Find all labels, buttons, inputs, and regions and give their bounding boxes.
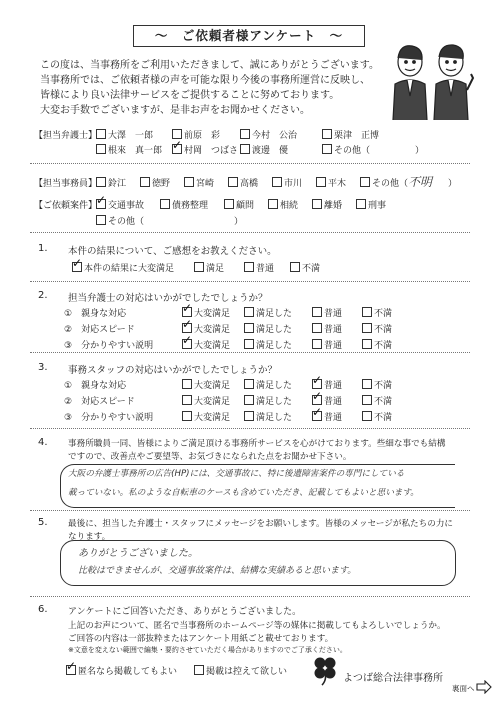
rating-option[interactable] — [182, 378, 230, 391]
q3-number: 3. — [38, 362, 48, 373]
staff-option[interactable]: 宮崎 — [184, 176, 214, 189]
rating-option-label: 大変満足 — [194, 325, 231, 335]
checkbox[interactable] — [182, 395, 192, 405]
checkbox[interactable] — [362, 323, 372, 333]
checkbox[interactable] — [244, 379, 254, 389]
staff-option[interactable]: 徳野 — [140, 176, 170, 189]
checkbox[interactable] — [316, 177, 326, 187]
checkbox[interactable] — [244, 411, 254, 421]
rating-option-label: 普通 — [324, 325, 343, 335]
rating-option[interactable] — [244, 394, 292, 407]
checkbox-checked[interactable] — [96, 199, 106, 209]
rating-option-label: 大変満足 — [194, 381, 231, 391]
q2-text: 担当弁護士の対応はいかがでしたでしょうか？ — [68, 293, 268, 304]
staff-option[interactable]: 平木 — [316, 176, 346, 189]
staff-option-other[interactable]: その他（ — [360, 176, 408, 189]
checkbox[interactable] — [322, 129, 332, 139]
checkbox[interactable] — [182, 411, 192, 421]
checkbox[interactable] — [224, 199, 234, 209]
case-option[interactable]: 離婚 — [312, 198, 342, 211]
checkbox[interactable] — [244, 262, 254, 272]
q6-text: アンケートにご回答いただき、ありがとうございました。 — [68, 607, 302, 617]
rating-option-label: 不満 — [374, 397, 393, 407]
checkbox-checked[interactable] — [312, 395, 322, 405]
checkbox-checked[interactable] — [312, 411, 322, 421]
checkbox-checked[interactable] — [182, 339, 192, 349]
rating-row-label: ③ 分かりやすい説明 — [64, 341, 154, 351]
q5-text-line1: 最後に、担当した弁護士・スタッフにメッセージをお願いします。皆様のメッセージが私たちの力に — [68, 519, 454, 529]
q6-text-line3: ご回答の内容は一部抜粋またはアンケート用紙ごと載せております。 — [68, 634, 334, 644]
checkbox[interactable] — [268, 199, 278, 209]
checkbox[interactable] — [362, 307, 372, 317]
rating-option-label: 大変満足 — [194, 309, 231, 319]
checkbox[interactable] — [228, 177, 238, 187]
q5-answer-line2: 比較はできませんが、交通事故案件は、結構な実績あると思います。 — [78, 566, 357, 576]
q6-number: 6. — [38, 604, 48, 615]
rating-option[interactable] — [312, 338, 342, 351]
checkbox[interactable] — [322, 144, 332, 154]
checkbox[interactable] — [244, 307, 254, 317]
checkbox-checked[interactable] — [172, 144, 182, 154]
checkbox[interactable] — [362, 339, 372, 349]
q4-number: 4. — [38, 437, 48, 448]
checkbox[interactable] — [96, 129, 106, 139]
checkbox[interactable] — [312, 323, 322, 333]
firm-name: よつば総合法律事務所 — [343, 673, 443, 684]
rating-row-label: ② 対応スピード — [64, 397, 135, 407]
divider — [30, 163, 470, 164]
q4-answer-line2: 載っていない。私のような自転車のケースも含めていただき、記載してもよいと思います。 — [68, 488, 419, 498]
case-option[interactable]: 刑事 — [356, 198, 386, 211]
q1-option[interactable]: 不満 — [290, 261, 320, 274]
rating-option[interactable] — [312, 410, 342, 423]
rating-option-label: 不満 — [374, 341, 393, 351]
q1-number: 1. — [38, 243, 48, 254]
rating-option[interactable] — [362, 306, 392, 319]
q6-option[interactable]: ✓匿名なら掲載してもよい — [66, 664, 177, 677]
checkbox-checked[interactable] — [312, 379, 322, 389]
checkbox[interactable] — [290, 262, 300, 272]
rating-option[interactable] — [244, 410, 292, 423]
staff-option[interactable]: 市川 — [272, 176, 302, 189]
lawyer-option[interactable]: 今村 公治 — [240, 128, 297, 141]
rating-option-label: 普通 — [324, 309, 343, 319]
case-option[interactable]: 相続 — [268, 198, 298, 211]
checkbox-checked[interactable] — [72, 262, 82, 272]
rating-option-label: 満足した — [256, 341, 293, 351]
rating-option[interactable] — [182, 394, 230, 407]
checkbox[interactable] — [312, 307, 322, 317]
lawyer-option[interactable]: ✓ 村岡 つばさ — [172, 143, 238, 156]
rating-option-label: 満足した — [256, 309, 293, 319]
q3-text: 事務スタッフの対応はいかがでしたでしょうか？ — [68, 365, 278, 376]
intro-line: 皆様により良い法律サービスをご提供することに努めております。 — [40, 90, 340, 101]
rating-option[interactable] — [244, 378, 292, 391]
checkbox[interactable] — [244, 339, 254, 349]
arrow-right-icon — [476, 680, 492, 694]
checkbox[interactable] — [240, 129, 250, 139]
q4-text-line1: 事務所職員一同、皆様によりご満足頂ける事務所サービスを心がけております。些細な事でも結構 — [68, 439, 446, 449]
checkbox[interactable] — [362, 395, 372, 405]
intro-text — [40, 58, 379, 118]
staff-other-handwritten: 不明 — [408, 175, 433, 189]
rating-option-label: 不満 — [374, 309, 393, 319]
q2-number: 2. — [38, 290, 48, 301]
rating-option-label: 大変満足 — [194, 341, 231, 351]
divider — [30, 281, 470, 282]
checkbox[interactable] — [140, 177, 150, 187]
lawyers-illustration — [385, 40, 477, 122]
staff-option[interactable]: 高橋 — [228, 176, 258, 189]
rating-option[interactable] — [362, 322, 392, 335]
q5-text-line2: なります。 — [68, 532, 111, 542]
checkbox[interactable] — [244, 323, 254, 333]
q5-answer-line1: ありがとうございました。 — [78, 548, 198, 559]
q1-text: 本件の結果について、ご感想をお教えください。 — [68, 246, 277, 257]
rating-option-label: 満足した — [256, 381, 293, 391]
divider — [30, 428, 470, 429]
divider — [30, 596, 470, 597]
rating-option[interactable] — [182, 338, 230, 351]
case-option[interactable]: 顧問 — [224, 198, 254, 211]
q1-option[interactable]: ✓本件の結果に大変満足 — [72, 261, 174, 274]
q1-option[interactable]: 満足 — [194, 261, 224, 274]
q6-text-line2: 上記のお声について、匿名で当事務所のホームページ等の媒体に掲載してもよろしいでしょうか。 — [68, 621, 446, 631]
rating-row-label: ① 親身な対応 — [64, 381, 127, 391]
rating-option[interactable] — [312, 322, 342, 335]
checkbox-checked[interactable] — [66, 665, 76, 675]
staff-other-close: ） — [448, 179, 458, 189]
rating-option[interactable] — [312, 306, 342, 319]
lawyer-label: 【担当弁護士】 — [34, 131, 98, 141]
checkbox[interactable] — [194, 262, 204, 272]
checkbox-checked[interactable] — [182, 323, 192, 333]
rating-option[interactable] — [244, 306, 292, 319]
lawyer-option[interactable]: 大澤 一郎 — [96, 128, 153, 141]
case-label: 【ご依頼案件】 — [34, 201, 98, 211]
lawyer-option[interactable]: 渡邊 優 — [240, 143, 288, 156]
q6-option[interactable]: 掲載は控えて欲しい — [194, 664, 287, 677]
rating-option-label: 不満 — [374, 413, 393, 423]
clover-logo-icon — [308, 654, 342, 686]
checkbox[interactable] — [244, 395, 254, 405]
checkbox[interactable] — [160, 199, 170, 209]
rating-option[interactable] — [362, 378, 392, 391]
rating-option[interactable] — [244, 338, 292, 351]
checkbox[interactable] — [362, 411, 372, 421]
checkbox[interactable] — [312, 199, 322, 209]
rating-option-label: 満足した — [256, 413, 293, 423]
checkbox[interactable] — [362, 379, 372, 389]
rating-option-label: 大変満足 — [194, 413, 231, 423]
case-option[interactable]: ✓ 交通事故 — [96, 198, 144, 211]
divider — [30, 352, 470, 353]
checkbox[interactable] — [312, 339, 322, 349]
rating-option-label: 大変満足 — [194, 397, 231, 407]
checkbox[interactable] — [184, 177, 194, 187]
rating-option[interactable] — [244, 322, 292, 335]
lawyer-option[interactable]: 前原 彩 — [172, 128, 220, 141]
q6-note: ※文意を変えない範囲で編集・要約させていただく場合がありますのでご了承ください。 — [68, 646, 347, 654]
q4-text-line2: ですので、改善点やご要望等、お気づきになられた点をお聞かせ下さい。 — [68, 452, 352, 462]
lawyer-option[interactable]: 根來 真一郎 — [96, 143, 162, 156]
rating-option[interactable] — [362, 338, 392, 351]
rating-option[interactable] — [362, 410, 392, 423]
checkbox[interactable] — [96, 215, 106, 225]
checkbox[interactable] — [360, 177, 370, 187]
checkbox[interactable] — [96, 177, 106, 187]
rating-option-label: 普通 — [324, 341, 343, 351]
rating-option-label: 満足した — [256, 325, 293, 335]
rating-option-label: 普通 — [324, 397, 343, 407]
rating-row-label: ③ 分かりやすい説明 — [64, 413, 154, 423]
q5-number: 5. — [38, 517, 48, 528]
q1-option[interactable]: 普通 — [244, 261, 274, 274]
rating-option-label: 満足した — [256, 397, 293, 407]
rating-row-label: ① 親身な対応 — [64, 309, 127, 319]
rating-option-label: 普通 — [324, 381, 343, 391]
back-page-label[interactable]: 裏面へ — [452, 684, 475, 693]
survey-title: 〜 ご依頼者様アンケート 〜 — [133, 25, 365, 47]
divider — [30, 232, 470, 233]
rating-option-label: 不満 — [374, 325, 393, 335]
rating-option[interactable] — [362, 394, 392, 407]
rating-option-label: 不満 — [374, 381, 393, 391]
lawyer-option[interactable]: その他（ ） — [322, 143, 424, 156]
intro-line: 当事務所では、ご依頼者様の声を可能な限り今後の事務所運営に反映し、 — [40, 75, 370, 86]
checkbox[interactable] — [96, 144, 106, 154]
rating-row-label: ② 対応スピード — [64, 325, 135, 335]
intro-line: この度は、当事務所をご利用いただきまして、誠にありがとうございます。 — [40, 60, 379, 71]
checkbox[interactable] — [194, 665, 204, 675]
rating-option-label: 普通 — [324, 413, 343, 423]
staff-option[interactable]: 鈴江 — [96, 176, 126, 189]
checkbox[interactable] — [356, 199, 366, 209]
rating-option[interactable] — [182, 410, 230, 423]
staff-label: 【担当事務員】 — [34, 179, 98, 189]
checkbox[interactable] — [240, 144, 250, 154]
intro-line: 大変お手数でございますが、是非お声をお聞かせください。 — [40, 105, 310, 116]
q4-answer-line1: 大阪の弁護士事務所の広告(HP)には、交通事故に、特に後遺障害案件の専門にしている — [68, 469, 405, 479]
case-option-other[interactable]: その他（ ） — [96, 214, 243, 227]
checkbox-checked[interactable] — [182, 307, 192, 317]
lawyer-option[interactable]: 栗津 正博 — [322, 128, 379, 141]
checkbox[interactable] — [272, 177, 282, 187]
checkbox[interactable] — [182, 379, 192, 389]
divider — [30, 510, 470, 511]
case-option[interactable]: 債務整理 — [160, 198, 208, 211]
